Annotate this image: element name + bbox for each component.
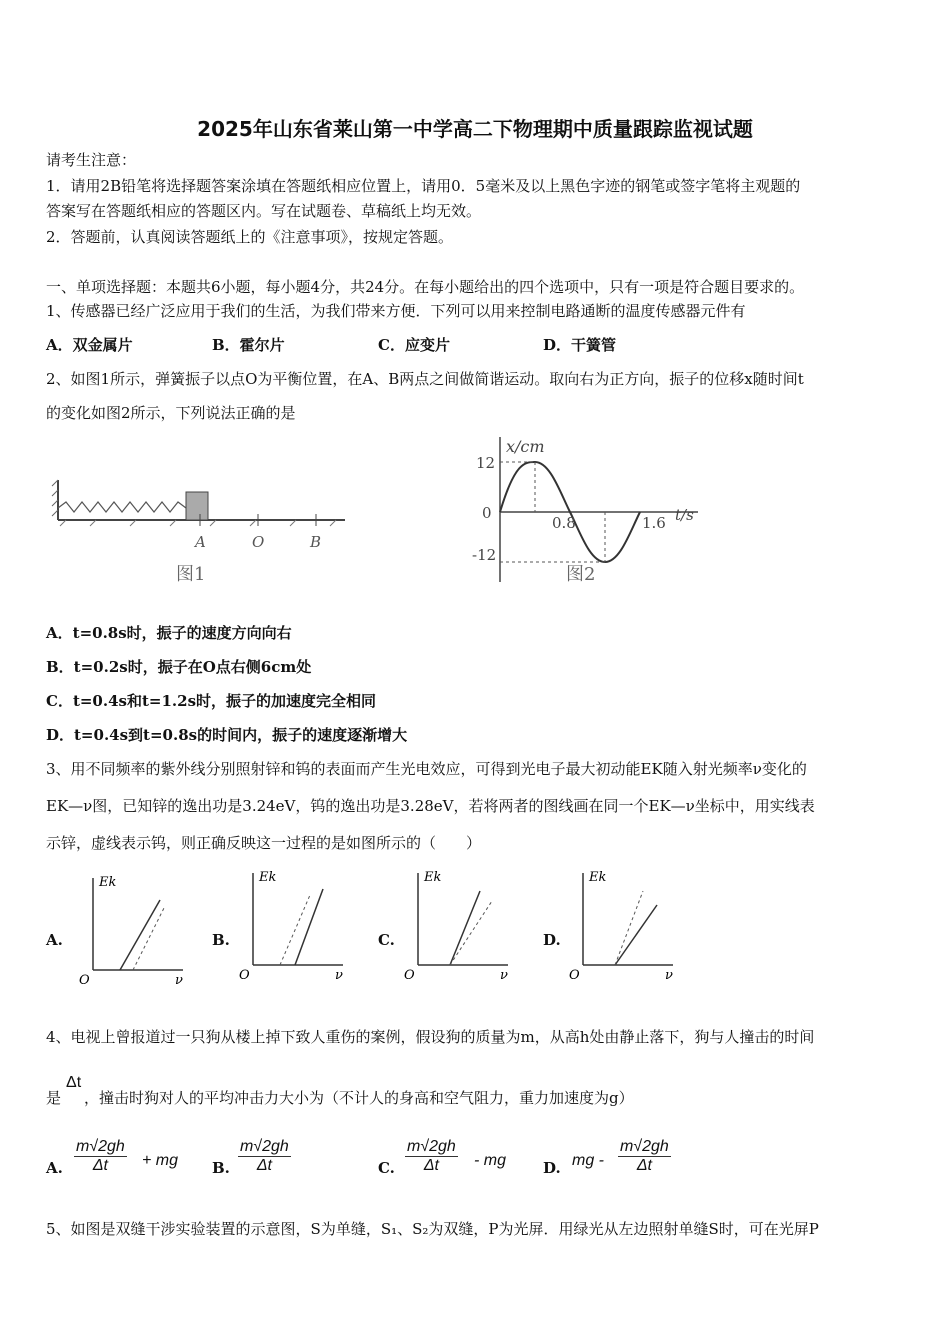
label-b: B (310, 533, 322, 551)
q3-option-b: B. (212, 931, 230, 949)
origin-label: O (239, 968, 250, 983)
numerator: m√2gh (620, 1138, 669, 1155)
q4-option-b-label: B. (212, 1159, 230, 1177)
q4-option-b-fraction (238, 1138, 291, 1175)
q4-stem-2a: 是 (46, 1089, 62, 1107)
q3-graph-a (75, 870, 190, 990)
notice-heading: 请考生注意： (46, 151, 137, 169)
q2-stem-1: 2、如图1所示，弹簧振子以点O为平衡位置，在A、B两点之间做简谐运动。取向右为正方向，振子的位移x随时间t (46, 370, 804, 388)
q2-stem-2: 的变化如图2所示，下列说法正确的是 (46, 404, 296, 422)
notice-line-2: 2．答题前，认真阅读答题纸上的《注意事项》，按规定答题。 (46, 228, 454, 246)
q1-option-c: C．应变片 (378, 336, 450, 354)
label-o: O (252, 533, 265, 551)
q4-option-a-fraction (74, 1138, 127, 1175)
q2-figure-2 (470, 432, 710, 592)
q4-option-a-label: A. (46, 1159, 63, 1177)
q3-graph-c (400, 865, 515, 985)
q1-option-a: A．双金属片 (46, 336, 133, 354)
origin-label: O (404, 968, 415, 983)
q4-stem-2b: ，撞击时狗对人的平均冲击力大小为（不计人的身高和空气阻力，重力加速度为g） (84, 1089, 634, 1107)
delta-t: Δt (66, 1074, 82, 1091)
q4-option-d-fraction (618, 1138, 671, 1175)
q1-option-d: D．干簧管 (543, 336, 617, 354)
q3-graph-b (235, 865, 350, 985)
q4-option-c-label: C. (378, 1159, 395, 1177)
axis-y-label: Ek (99, 875, 117, 890)
q5-stem: 5、如图是双缝干涉实验装置的示意图，S为单缝，S₁、S₂为双缝，P为光屏．用绿光从左边照射单缝S时，可在光屏P (46, 1220, 819, 1238)
q3-graph-d (565, 865, 680, 985)
tick-1-6: 1.6 (642, 514, 666, 532)
q2-option-c: C．t=0.4s和t=1.2s时，振子的加速度完全相同 (46, 692, 377, 710)
axis-y-label: Ek (589, 870, 607, 885)
q4-option-d-label: D. (543, 1159, 561, 1177)
tick-0-8: 0.8 (552, 514, 576, 532)
q1-stem: 1、传感器已经广泛应用于我们的生活，为我们带来方便．下列可以用来控制电路通断的温度传感器元件有 (46, 302, 746, 320)
q2-figure-1 (50, 470, 350, 590)
section-heading: 一、单项选择题：本题共6小题，每小题4分，共24分。在每小题给出的四个选项中，只有一项是符合题目要求的。 (46, 278, 805, 296)
tick-12: 12 (476, 454, 496, 472)
q1-option-b: B．霍尔片 (212, 336, 285, 354)
q4-option-c-tail: - mg (474, 1152, 506, 1169)
axis-y-label: Ek (424, 870, 442, 885)
q2-option-b: B．t=0.2s时，振子在O点右侧6cm处 (46, 658, 312, 676)
fig1-caption: 图1 (176, 564, 206, 585)
numerator: m√2gh (240, 1138, 289, 1155)
numerator: m√2gh (76, 1138, 125, 1155)
q3-stem-3: 示锌，虚线表示钨，则正确反映这一过程的是如图所示的（ ） (46, 834, 482, 852)
fig2-xlabel: t/s (675, 506, 694, 524)
origin-label: O (569, 968, 580, 983)
denominator: Δt (636, 1157, 652, 1174)
axis-x-label: ν (335, 968, 343, 983)
q4-option-d-head: mg - (572, 1152, 604, 1169)
notice-line-1: 1．请用2B铅笔将选择题答案涂填在答题纸相应位置上，请用0．5毫米及以上黑色字迹的钢笔或签字笔将主观题的 (46, 177, 801, 195)
denominator: Δt (423, 1157, 439, 1174)
axis-y-label: Ek (259, 870, 277, 885)
tick-0: 0 (482, 504, 492, 522)
axis-x-label: ν (665, 968, 673, 983)
q2-option-a: A．t=0.8s时，振子的速度方向向右 (46, 624, 292, 642)
q4-stem-1: 4、电视上曾报道过一只狗从楼上掉下致人重伤的案例，假设狗的质量为m，从高h处由静止落下，狗与人撞击的时间 (46, 1028, 815, 1046)
fig2-ylabel: x/cm (506, 437, 545, 456)
q2-option-d: D．t=0.4s到t=0.8s的时间内，振子的速度逐渐增大 (46, 726, 408, 744)
axis-x-label: ν (175, 973, 183, 988)
numerator: m√2gh (407, 1138, 456, 1155)
q3-option-a: A. (46, 931, 63, 949)
axis-x-label: ν (500, 968, 508, 983)
label-a: A (195, 533, 206, 551)
page-title: 2025年山东省莱山第一中学高二下物理期中质量跟踪监视试题 (197, 117, 753, 141)
q3-stem-1: 3、用不同频率的紫外线分别照射锌和钨的表面而产生光电效应，可得到光电子最大初动能EK随入射光频率ν变化的 (46, 760, 807, 778)
q3-stem-2: EK—ν图，已知锌的逸出功是3.24eV，钨的逸出功是3.28eV，若将两者的图线画在同一个EK—ν坐标中，用实线表 (46, 797, 815, 815)
q4-option-c-fraction (405, 1138, 458, 1175)
origin-label: O (79, 973, 90, 988)
tick-neg12: -12 (472, 546, 497, 564)
q3-option-d: D. (543, 931, 561, 949)
q4-option-a-tail: + mg (142, 1152, 179, 1169)
q3-option-c: C. (378, 931, 395, 949)
denominator: Δt (92, 1157, 108, 1174)
fig2-caption: 图2 (566, 564, 596, 585)
denominator: Δt (256, 1157, 272, 1174)
notice-line-1b: 答案写在答题纸相应的答题区内。写在试题卷、草稿纸上均无效。 (46, 202, 482, 220)
